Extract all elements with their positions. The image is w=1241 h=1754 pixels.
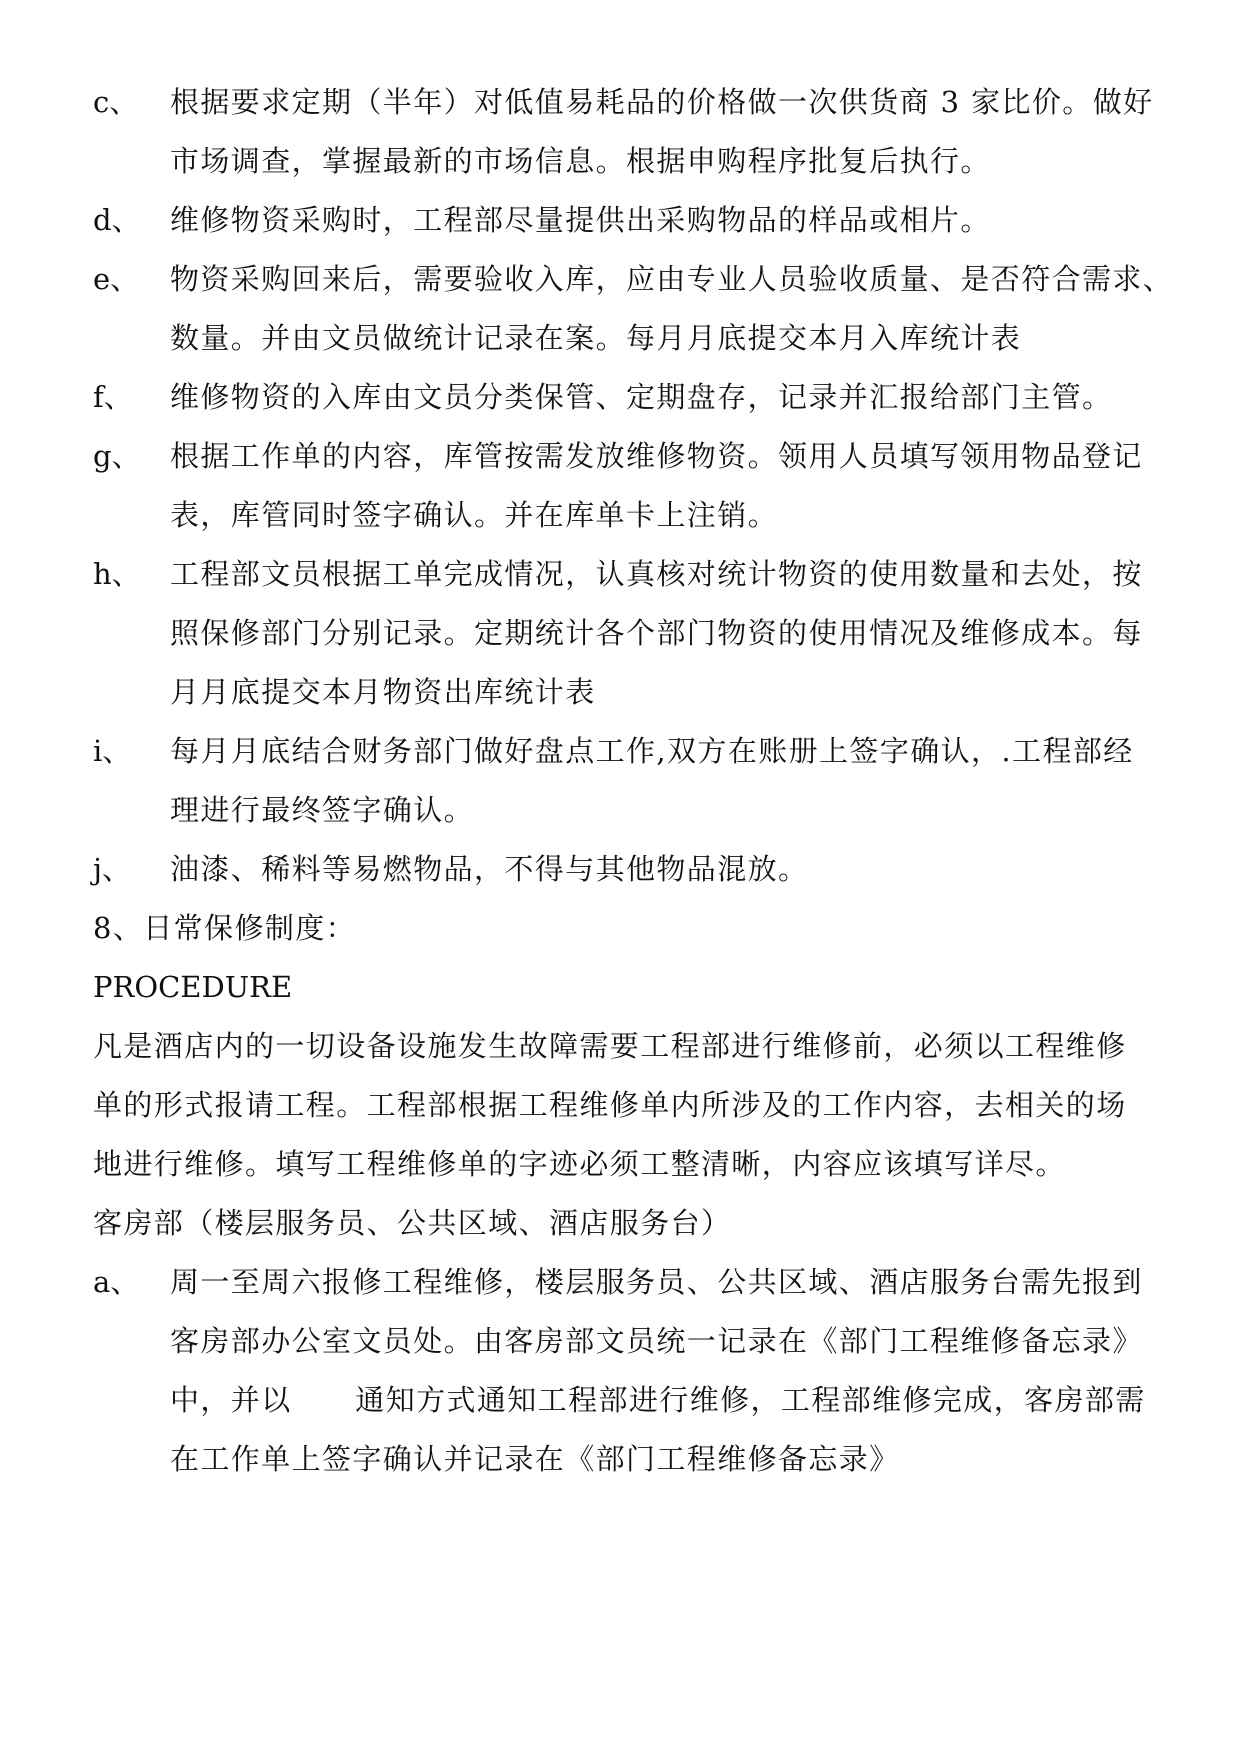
list-item-line: 根据工作单的内容，库管按需发放维修物资。领用人员填写领用物品登记 bbox=[170, 439, 1143, 473]
list-item-line: 照保修部门分别记录。定期统计各个部门物资的使用情况及维修成本。每 bbox=[170, 616, 1143, 650]
list-item-line: 油漆、稀料等易燃物品，不得与其他物品混放。 bbox=[170, 852, 809, 886]
list-item-line: 每月月底结合财务部门做好盘点工作,双方在账册上签字确认，.工程部经 bbox=[170, 734, 1134, 768]
list-item-line: 月月底提交本月物资出库统计表 bbox=[170, 675, 596, 709]
list-item-line: 工程部文员根据工单完成情况，认真核对统计物资的使用数量和去处，按 bbox=[170, 557, 1143, 591]
list-item-line: 理进行最终签字确认。 bbox=[170, 793, 475, 827]
list-marker: e、 bbox=[93, 262, 140, 296]
list-item-line: 中，并以 通知方式通知工程部进行维修，工程部维修完成，客房部需 bbox=[170, 1383, 1146, 1417]
list-item-line: 客房部办公室文员处。由客房部文员统一记录在《部门工程维修备忘录》 bbox=[170, 1324, 1143, 1358]
list-item-line: 在工作单上签字确认并记录在《部门工程维修备忘录》 bbox=[170, 1442, 900, 1476]
list-marker: i、 bbox=[93, 734, 132, 768]
list-marker: a、 bbox=[93, 1265, 140, 1299]
list-item-line: 周一至周六报修工程维修，楼层服务员、公共区域、酒店服务台需先报到 bbox=[170, 1265, 1143, 1299]
list-item-line: 物资采购回来后，需要验收入库，应由专业人员验收质量、是否符合需求、 bbox=[170, 262, 1174, 296]
list-item-line: 表，库管同时签字确认。并在库单卡上注销。 bbox=[170, 498, 779, 532]
list-item-line: 根据要求定期（半年）对低值易耗品的价格做一次供货商 3 家比价。做好 bbox=[170, 85, 1154, 119]
list-item-line: 维修物资采购时，工程部尽量提供出采购物品的样品或相片。 bbox=[170, 203, 991, 237]
section-heading: 8、日常保修制度： bbox=[93, 911, 357, 945]
list-marker: j、 bbox=[93, 852, 131, 886]
list-marker: g、 bbox=[93, 439, 141, 473]
list-marker: d、 bbox=[93, 203, 141, 237]
list-item-line: 维修物资的入库由文员分类保管、定期盘存，记录并汇报给部门主管。 bbox=[170, 380, 1113, 414]
list-marker: f、 bbox=[93, 380, 133, 414]
paragraph-line: 凡是酒店内的一切设备设施发生故障需要工程部进行维修前，必须以工程维修 bbox=[93, 1029, 1127, 1063]
procedure-label: PROCEDURE bbox=[93, 970, 293, 1004]
paragraph-line: 单的形式报请工程。工程部根据工程维修单内所涉及的工作内容，去相关的场 bbox=[93, 1088, 1127, 1122]
list-item-line: 数量。并由文员做统计记录在案。每月月底提交本月入库统计表 bbox=[170, 321, 1022, 355]
list-marker: h、 bbox=[93, 557, 141, 591]
department-heading: 客房部（楼层服务员、公共区域、酒店服务台） bbox=[93, 1206, 732, 1240]
list-marker: c、 bbox=[93, 85, 139, 119]
paragraph-line: 地进行维修。填写工程维修单的字迹必须工整清晰，内容应该填写详尽。 bbox=[93, 1147, 1066, 1181]
list-item-line: 市场调查，掌握最新的市场信息。根据申购程序批复后执行。 bbox=[170, 144, 991, 178]
